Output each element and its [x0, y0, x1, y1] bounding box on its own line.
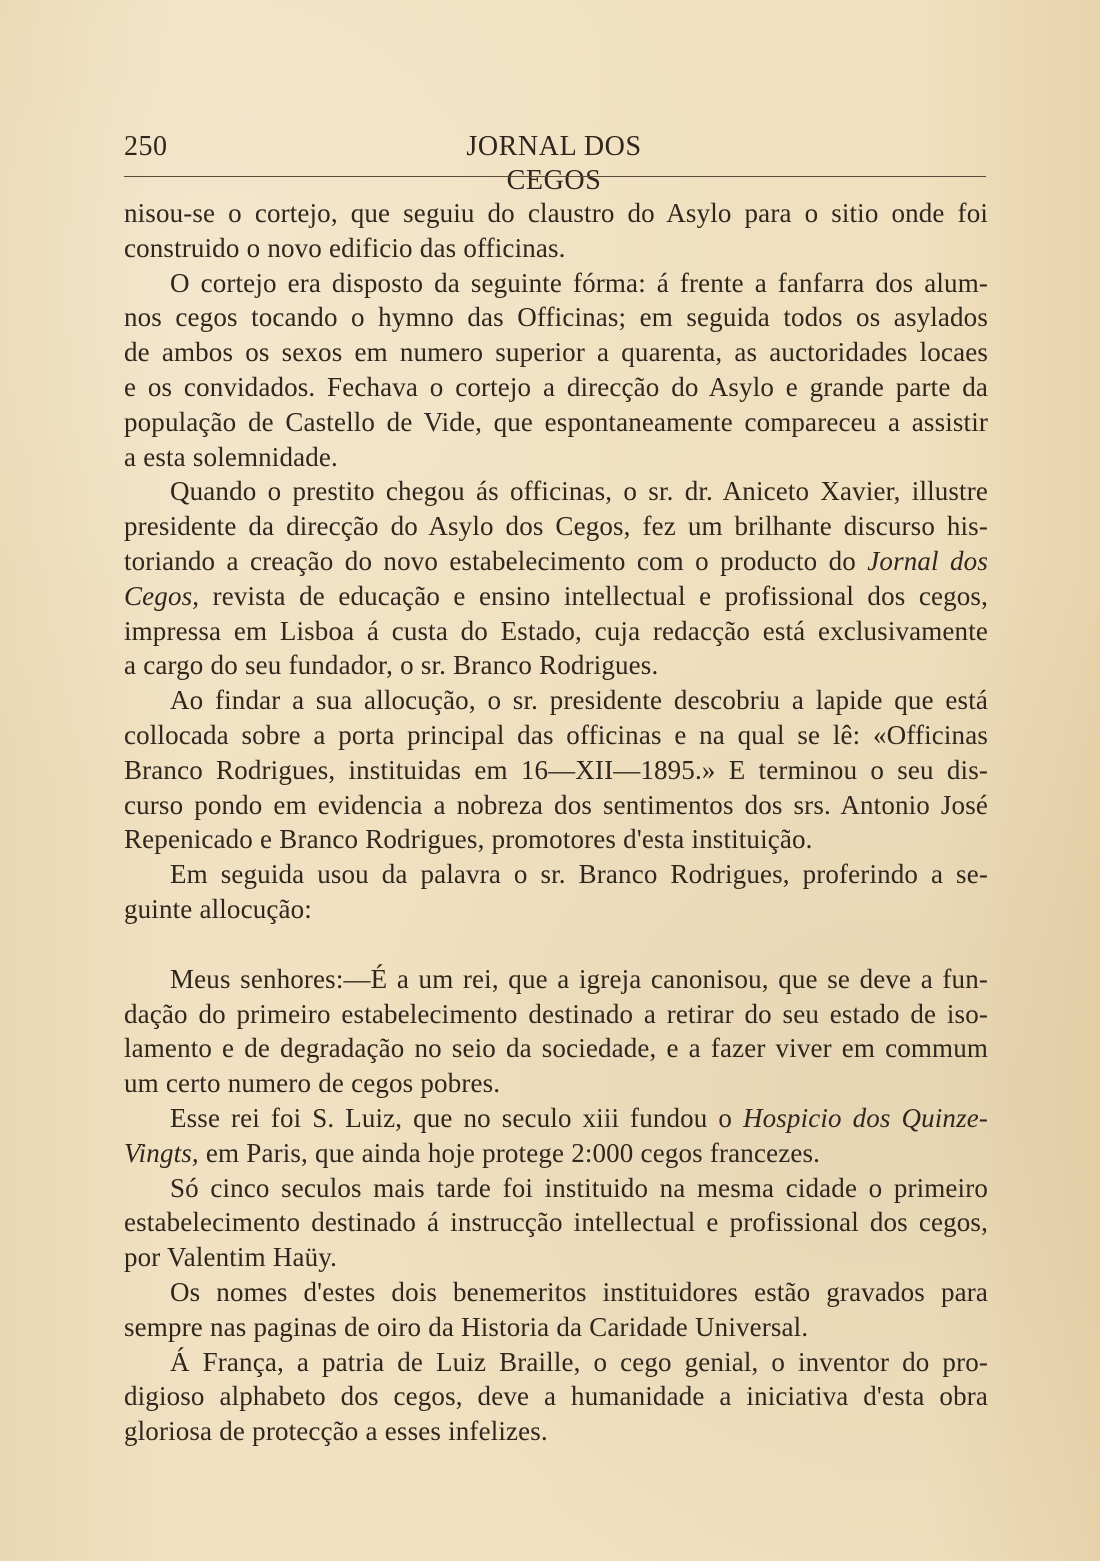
body-text: Esse rei foi S. Luiz, que no seculo xiii fundou o: [170, 1102, 733, 1133]
body-line: [124, 579, 988, 614]
journal-title-italic-continued: Cegos,: [124, 580, 200, 611]
body-text: revista de educação e ensino intellectual e profissional dos cegos,: [212, 580, 988, 611]
hospital-name-italic-continued: Vingts,: [124, 1137, 199, 1168]
header-rule: [124, 176, 986, 177]
body-line: [124, 1136, 988, 1171]
body-line: guinte allocução:: [124, 893, 312, 924]
body-text: em Paris, que ainda hoje protege 2:000 cegos francezes.: [205, 1137, 821, 1168]
body-line: a esta solemnidade.: [124, 441, 338, 472]
body-line: gloriosa de protecção a esses infelizes.: [124, 1416, 548, 1447]
paragraph-line: Meus senhores:—É a um rei, que a igreja canonisou, que se deve a fun-: [170, 963, 988, 994]
paragraph-line: Os nomes d'estes dois benemeritos instituidores estão gravados para: [170, 1276, 988, 1307]
body-line: collocada sobre a porta principal das officinas e na qual se lê: «Officinas: [124, 719, 988, 750]
body-line: presidente da direcção do Asylo dos Cegos, fez um brilhante discurso his-: [124, 511, 988, 542]
body-line: e os convidados. Fechava o cortejo a direcção do Asylo e grande parte da: [124, 371, 988, 402]
body-text: toriando a creação do novo estabelecimento com o producto do: [124, 545, 856, 576]
body-line: Branco Rodrigues, instituidas em 16—XII—1895.» E terminou o seu dis-: [124, 754, 988, 785]
body-line: população de Castello de Vide, que espontaneamente compareceu a assistir: [124, 406, 988, 437]
paragraph-line: Em seguida usou da palavra o sr. Branco Rodrigues, proferindo a se-: [170, 859, 988, 890]
body-line: dação do primeiro estabelecimento destinado a retirar do seu estado de iso-: [124, 998, 988, 1029]
body-line: construido o novo edificio das officinas.: [124, 232, 566, 263]
journal-title-italic: Jornal dos: [867, 545, 988, 576]
body-line: estabelecimento destinado á instrucção intellectual e profissional dos cegos,: [124, 1207, 988, 1238]
body-line: impressa em Lisboa á custa do Estado, cuja redacção está exclusivamente: [124, 615, 988, 646]
body-line: Repenicado e Branco Rodrigues, promotores d'esta instituição.: [124, 824, 813, 855]
body-line: nos cegos tocando o hymno das Officinas; em seguida todos os asylados: [124, 302, 988, 333]
paragraph-line: Ao findar a sua allocução, o sr. presidente descobriu a lapide que está: [170, 685, 988, 716]
body-line: [124, 544, 988, 579]
body-line: por Valentim Haüy.: [124, 1242, 338, 1273]
page-body: [124, 196, 988, 1449]
body-line: lamento e de degradação no seio da sociedade, e a fazer viver em commum: [124, 1033, 988, 1064]
paragraph-line: Só cinco seculos mais tarde foi instituido na mesma cidade o primeiro: [170, 1172, 988, 1203]
body-line: digioso alphabeto dos cegos, deve a humanidade a iniciativa d'esta obra: [124, 1381, 988, 1412]
page-header: [124, 130, 986, 196]
paragraph-line: Quando o prestito chegou ás officinas, o sr. dr. Aniceto Xavier, illustre: [170, 476, 988, 507]
page-number: 250: [124, 131, 168, 162]
body-line: de ambos os sexos em numero superior a quarenta, as auctoridades locaes: [124, 337, 988, 368]
paragraph-line: Á França, a patria de Luiz Braille, o cego genial, o inventor do pro-: [170, 1346, 988, 1377]
paragraph-line: [124, 1101, 988, 1136]
body-line: um certo numero de cegos pobres.: [124, 1068, 501, 1099]
body-line: curso pondo em evidencia a nobreza dos sentimentos dos srs. Antonio José: [124, 789, 988, 820]
paragraph-line: O cortejo era disposto da seguinte fórma: á frente a fanfarra dos alum-: [170, 267, 988, 298]
body-line: sempre nas paginas de oiro da Historia da Caridade Universal.: [124, 1311, 809, 1342]
running-head-title: JORNAL DOS CEGOS: [466, 131, 642, 196]
hospital-name-italic: Hospicio dos Quinze-: [742, 1102, 989, 1133]
paragraph-gap: [124, 927, 988, 962]
body-line: a cargo do seu fundador, o sr. Branco Rodrigues.: [124, 650, 659, 681]
body-line: nisou-se o cortejo, que seguiu do claustro do Asylo para o sitio onde foi: [124, 198, 988, 228]
